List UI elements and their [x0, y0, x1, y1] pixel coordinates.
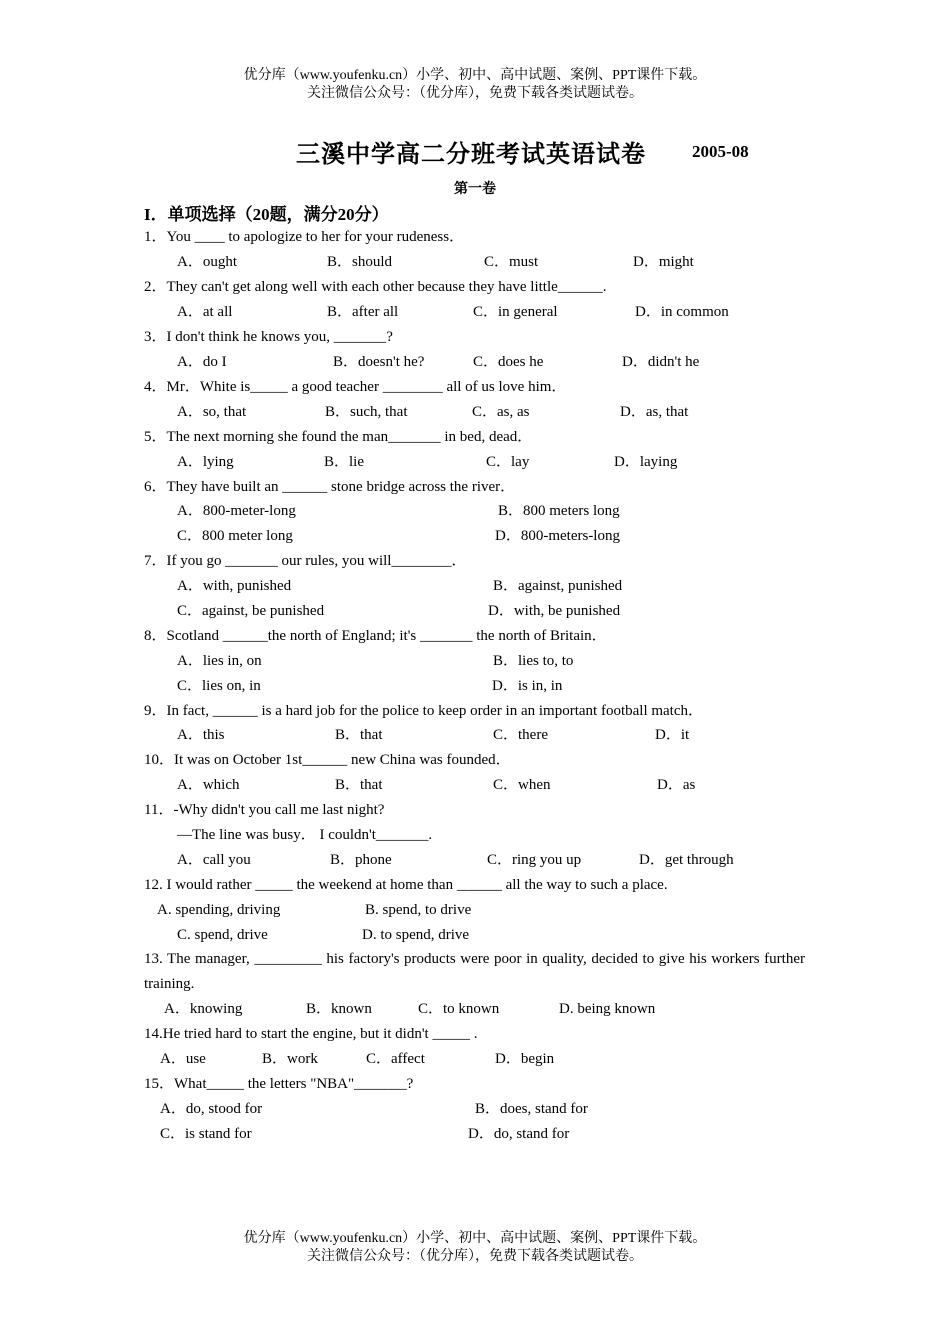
question-3: 3．I don't think he knows you, _______? [144, 329, 393, 345]
header-line-1: 优分库（www.youfenku.cn）小学、初中、高中试题、案例、PPT课件下载。 [243, 68, 707, 83]
question-9: 9．In fact, ______ is a hard job for the police to keep order in an important football match． [144, 703, 704, 719]
q15-option-c: C．is stand for [160, 1126, 252, 1142]
question-4: 4．Mr．White is_____ a good teacher ________ all of us love him． [144, 379, 567, 395]
q15-option-b: B．does, stand for [475, 1101, 588, 1117]
q4-option-c: C．as, as [472, 404, 530, 420]
question-10: 10．It was on October 1st______ new China was founded． [144, 752, 511, 768]
q1-option-b: B．should [327, 254, 393, 270]
q2-option-d: D．in common [635, 304, 729, 320]
q6-option-c: C．800 meter long [177, 528, 293, 544]
q12-option-c: C. spend, drive [177, 927, 268, 943]
q12-option-d: D. to spend, drive [362, 927, 470, 943]
section-heading: I．单项选择（20题，满分20分） [144, 205, 389, 224]
q4-option-d: D．as, that [620, 404, 689, 420]
q1-option-c: C．must [484, 254, 539, 270]
q13-option-a: A．knowing [164, 1001, 243, 1017]
q2-option-b: B．after all [327, 304, 399, 320]
question-1: 1．You ____ to apologize to her for your rudeness． [144, 229, 465, 245]
question-5: 5．The next morning she found the man_______ in bed, dead． [144, 429, 533, 445]
footer-line-2: 关注微信公众号：（优分库），免费下载各类试题试卷。 [307, 1249, 643, 1264]
exam-date: 2005-08 [692, 142, 749, 161]
q13-option-b: B．known [306, 1001, 372, 1017]
q11-option-c: C．ring you up [487, 852, 582, 868]
q6-option-b: B．800 meters long [498, 503, 620, 519]
q5-option-a: A．lying [177, 454, 234, 470]
q11-option-a: A．call you [177, 852, 251, 868]
q10-option-d: D．as [657, 777, 696, 793]
page-title: 三溪中学高二分班考试英语试卷 [296, 142, 646, 168]
question-12: 12. I would rather _____ the weekend at home than ______ all the way to such a place. [144, 877, 668, 893]
q13-option-d: D. being known [559, 1001, 656, 1017]
q3-option-d: D．didn't he [622, 354, 700, 370]
q7-option-b: B．against, punished [493, 578, 623, 594]
q1-option-a: A．ought [177, 254, 238, 270]
question-14: 14.He tried hard to start the engine, but it didn't _____ . [144, 1026, 478, 1042]
q8-option-a: A．lies in, on [177, 653, 262, 669]
q14-option-b: B．work [262, 1051, 318, 1067]
q2-option-a: A．at all [177, 304, 233, 320]
q13-option-c: C．to known [418, 1001, 500, 1017]
question-11: 11．-Why didn't you call me last night? [144, 802, 385, 818]
question-11-reply: —The line was busy． I couldn't_______. [177, 827, 433, 843]
q8-option-c: C．lies on, in [177, 678, 261, 694]
q11-option-d: D．get through [639, 852, 734, 868]
q6-option-a: A．800-meter-long [177, 503, 296, 519]
q9-option-b: B．that [335, 727, 383, 743]
question-13: 13. The manager, _________ his factory's products were poor in quality, decided to give his workers further training. [144, 951, 805, 992]
q15-option-d: D．do, stand for [468, 1126, 570, 1142]
header-line-2: 关注微信公众号：（优分库），免费下载各类试题试卷。 [307, 86, 643, 101]
q14-option-c: C．affect [366, 1051, 425, 1067]
q9-option-a: A．this [177, 727, 225, 743]
q14-option-d: D．begin [495, 1051, 555, 1067]
q15-option-a: A．do, stood for [160, 1101, 263, 1117]
q10-option-a: A．which [177, 777, 240, 793]
q7-option-a: A．with, punished [177, 578, 292, 594]
q5-option-b: B．lie [324, 454, 364, 470]
question-7: 7．If you go _______ our rules, you will________． [144, 553, 467, 569]
q14-option-a: A．use [160, 1051, 206, 1067]
question-15: 15．What_____ the letters "NBA"_______? [144, 1076, 414, 1092]
footer-line-1: 优分库（www.youfenku.cn）小学、初中、高中试题、案例、PPT课件下载。 [243, 1231, 707, 1246]
q3-option-a: A．do I [177, 354, 227, 370]
q2-option-c: C．in general [473, 304, 558, 320]
q5-option-d: D．laying [614, 454, 678, 470]
q3-option-c: C．does he [473, 354, 544, 370]
q12-option-b: B. spend, to drive [365, 902, 472, 918]
q8-option-d: D．is in, in [492, 678, 563, 694]
q3-option-b: B．doesn't he? [333, 354, 425, 370]
q11-option-b: B．phone [330, 852, 392, 868]
question-8: 8．Scotland ______the north of England; it's _______ the north of Britain． [144, 628, 607, 644]
q4-option-b: B．such, that [325, 404, 408, 420]
q7-option-d: D．with, be punished [488, 603, 621, 619]
q6-option-d: D．800-meters-long [495, 528, 620, 544]
volume-label: 第一卷 [454, 182, 496, 197]
q5-option-c: C．lay [486, 454, 530, 470]
q9-option-c: C．there [493, 727, 548, 743]
q10-option-c: C．when [493, 777, 551, 793]
q10-option-b: B．that [335, 777, 383, 793]
q4-option-a: A．so, that [177, 404, 247, 420]
q12-option-a: A. spending, driving [157, 902, 281, 918]
q7-option-c: C．against, be punished [177, 603, 325, 619]
q8-option-b: B．lies to, to [493, 653, 574, 669]
q1-option-d: D．might [633, 254, 694, 270]
question-2: 2．They can't get along well with each other because they have little______. [144, 279, 607, 295]
question-6: 6．They have built an ______ stone bridge across the river． [144, 479, 516, 495]
q9-option-d: D．it [655, 727, 690, 743]
